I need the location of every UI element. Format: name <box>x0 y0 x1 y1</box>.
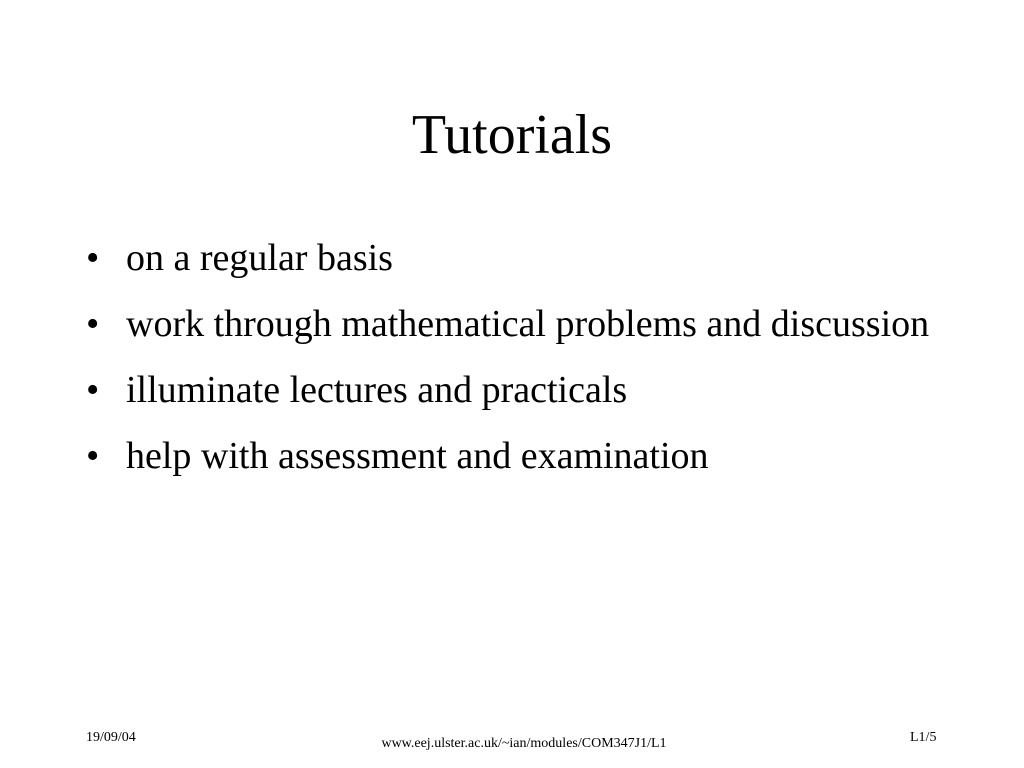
bullet-icon: • <box>86 435 100 477</box>
bullet-item <box>86 232 946 284</box>
bullet-icon: • <box>86 303 100 345</box>
bullet-text: on a regular basis <box>126 237 393 279</box>
bullet-icon: • <box>86 369 100 411</box>
footer-page-number: L1/5 <box>910 730 937 745</box>
bullet-list <box>86 232 946 496</box>
bullet-text: help with assessment and examination <box>126 435 709 477</box>
slide-title: Tutorials <box>411 104 613 166</box>
bullet-text: illuminate lectures and practicals <box>126 369 628 411</box>
bullet-item <box>86 430 946 482</box>
bullet-item <box>86 364 946 416</box>
bullet-icon: • <box>86 237 100 279</box>
bullet-text: work through mathematical problems and discussion <box>126 303 930 345</box>
bullet-item <box>86 298 946 350</box>
footer-date: 19/09/04 <box>86 730 136 745</box>
footer-url: www.eej.ulster.ac.uk/~ian/modules/COM347J1/L1 <box>381 736 667 751</box>
